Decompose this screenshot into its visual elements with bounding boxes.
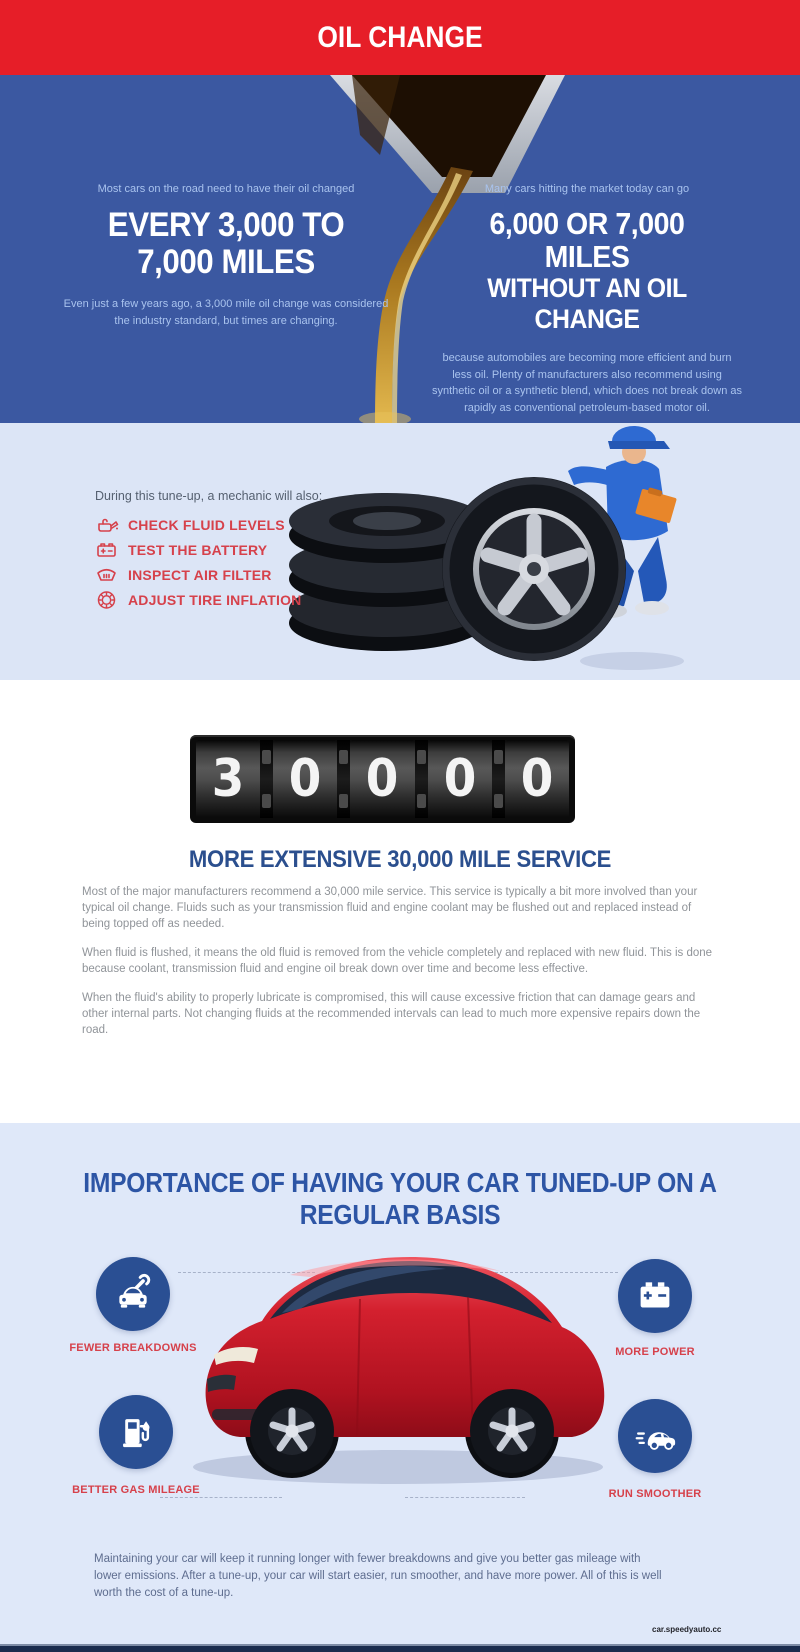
tires-and-mechanic-illustration xyxy=(272,409,702,674)
odometer-digit-value: 0 xyxy=(289,749,322,809)
importance-closing-text: Maintaining your car will keep it running longer with fewer breakdowns and give you better gas mileage with lower emissions. After a tune-up, your car will start easier, run smoother, and have more power. All of this is well worth the cost of a tune-up. xyxy=(94,1553,662,1599)
interval-left-eyebrow: Most cars on the road need to have their oil changed xyxy=(97,183,355,195)
page-title: OIL CHANGE xyxy=(317,21,483,54)
interval-right-body: because automobiles are becoming more efficient and burn less oil. Plenty of manufacturers also recommend using synthetic oil or a synthetic blend, which does not break down as rapidly as conventional petroleum-based motor oil. xyxy=(432,352,743,414)
checklist-item xyxy=(95,590,302,610)
odometer xyxy=(190,735,575,823)
oil-can-icon xyxy=(95,515,119,535)
odometer-separator xyxy=(415,740,428,818)
oil-intervals-section xyxy=(0,75,800,423)
car-wrench-icon xyxy=(110,1271,156,1317)
interval-left-headline-line2: 7,000 MILES xyxy=(137,243,315,281)
checklist-item-label: CHECK FLUID LEVELS xyxy=(128,517,285,533)
benefit-label: MORE POWER xyxy=(615,1346,695,1358)
interval-left-headline-line1: EVERY 3,000 TO xyxy=(107,206,345,244)
checklist-item xyxy=(95,540,267,560)
service-paragraph: When the fluid's ability to properly lubricate is compromised, this will cause excessive friction that can damage gears and other internal parts. Not changing fluids at the recommended intervals can lead to much more expensive repairs down the road. xyxy=(82,992,701,1036)
odometer-digit xyxy=(196,740,260,818)
checklist-item xyxy=(95,515,285,535)
checklist-item-label: ADJUST TIRE INFLATION xyxy=(128,592,302,608)
benefit-label: RUN SMOOTHER xyxy=(608,1488,702,1500)
footer-bar xyxy=(0,1644,800,1652)
service-paragraph: Most of the major manufacturers recommend a 30,000 mile service. This service is typically a bit more involved than your typical oil change. Fluids such as your transmission fluid and engine coolant may be flushed out and replaced instead of being topped off as needed. xyxy=(82,886,698,930)
odometer-digit-value: 0 xyxy=(520,749,554,809)
odometer-separator xyxy=(337,740,350,818)
gas-pump-icon xyxy=(113,1409,159,1455)
car-battery-icon xyxy=(632,1273,678,1319)
interval-left-body: Even just a few years ago, a 3,000 mile oil change was considered the industry standard, but times are changing. xyxy=(63,298,389,327)
benefit-circle xyxy=(96,1257,170,1331)
odometer-digit-value: 0 xyxy=(366,749,399,809)
service-paragraphs xyxy=(82,884,718,1051)
alloy-wheel xyxy=(442,477,626,661)
odometer-digit xyxy=(428,740,492,818)
speeding-car-icon xyxy=(632,1413,678,1459)
odometer-digit-value: 0 xyxy=(443,749,476,809)
benefit-label: FEWER BREAKDOWNS xyxy=(69,1342,197,1354)
odometer-digit xyxy=(505,740,569,818)
interval-right-column xyxy=(432,183,742,416)
interval-right-headline-line1: 6,000 OR 7,000 MILES xyxy=(489,206,685,274)
importance-heading: IMPORTANCE OF HAVING YOUR CAR TUNED-UP ON A REGULAR BASIS xyxy=(83,1167,717,1230)
benefit-label: BETTER GAS MILEAGE xyxy=(72,1484,200,1496)
service-paragraph: When fluid is flushed, it means the old fluid is removed from the vehicle completely and replaced with new fluid. This is done because coolant, transmission fluid and engine oil break down over time and become less effective. xyxy=(82,947,713,975)
benefit-circle xyxy=(99,1395,173,1469)
odometer-separator xyxy=(260,740,273,818)
tire-icon xyxy=(95,590,119,610)
odometer-digit-value: 3 xyxy=(211,749,245,809)
watermark: car.speedyauto.cc xyxy=(652,1625,722,1634)
service-heading: MORE EXTENSIVE 30,000 MILE SERVICE xyxy=(188,846,612,873)
checklist-item-label: INSPECT AIR FILTER xyxy=(128,567,272,583)
benefit-circle xyxy=(618,1399,692,1473)
front-wheel xyxy=(250,1389,334,1473)
battery-icon xyxy=(95,540,119,560)
checklist-item-label: TEST THE BATTERY xyxy=(128,542,268,558)
interval-right-eyebrow: Many cars hitting the market today can go xyxy=(484,183,690,195)
red-car-illustration xyxy=(170,1205,630,1505)
odometer-separator xyxy=(492,740,505,818)
odometer-digit xyxy=(273,740,337,818)
odometer-digit xyxy=(350,740,414,818)
page-header xyxy=(0,0,800,75)
benefit-circle xyxy=(618,1259,692,1333)
rear-wheel xyxy=(470,1389,554,1473)
tuneup-section xyxy=(0,423,800,680)
checklist-item xyxy=(95,565,272,585)
air-filter-icon xyxy=(95,565,119,585)
importance-section xyxy=(0,1123,800,1644)
interval-left-column xyxy=(56,183,396,329)
mile-service-section xyxy=(0,680,800,1123)
interval-right-headline-line2: WITHOUT AN OIL CHANGE xyxy=(487,273,687,334)
tuneup-intro: During this tune-up, a mechanic will also: xyxy=(95,489,323,503)
